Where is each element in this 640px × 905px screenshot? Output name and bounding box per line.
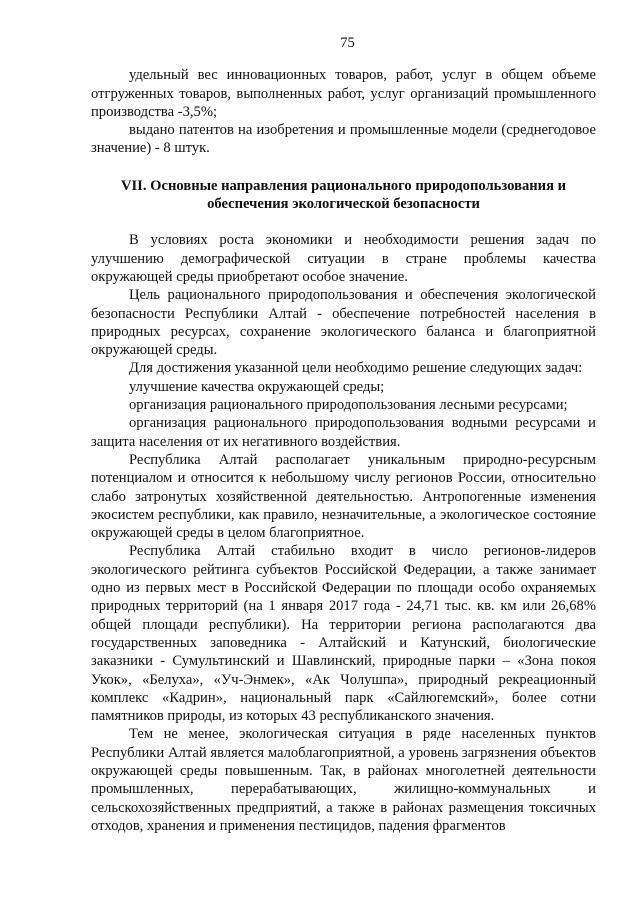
paragraph-ecological-rating: Республика Алтай стабильно входит в число регионов-лидеров экологического рейтинга субъектов Российской Федерации, а также занимает одно из первых мест в Российской Федерации по площади особо охраняемых природных территорий (на 1 января 2017 года - 24,71 тыс. кв. км или 26,68% общей площади республики). На территории региона располагаются два государственных заповедника - Алтайский и Катунский, биологические заказники - Сумультинский и Шавлинский, природные парки – «Зона покоя Укок», «Белуха», «Уч-Энмек», «Ак Чолушпа», природный рекреационный комплекс «Кадрин», национальный парк «Сайлюгемский», более сотни памятников природы, из которых 43 республиканского значения. [91,543,596,725]
document-page [91,34,596,835]
page-number: 75 [340,35,355,51]
paragraph-innovation-share: удельный вес инновационных товаров, работ, услуг в общем объеме отгруженных товаров, выполненных работ, услуг организаций промышленного производства -3,5%; [91,67,596,120]
paragraph-goal: Цель рационального природопользования и обеспечения экологической безопасности Республики Алтай - обеспечение потребностей населения в природных ресурсах, сохранение экологического баланса и благоприятной окружающей среды. [91,287,596,359]
section-heading: VII. Основные направления рационального природопользования и обеспечения экологической безопасности [120,177,567,213]
paragraph-intro: В условиях роста экономики и необходимости решения задач по улучшению демографической ситуации в стране проблемы качества окружающей среды приобретают особое значение. [91,232,596,285]
paragraph-task-forest: организация рационального природопользования лесными ресурсами; [129,397,568,414]
paragraph-task-environment: улучшение качества окружающей среды; [129,378,385,395]
paragraph-task-water: организация рационального природопользования водными ресурсами и защита населения от их негативного воздействия. [91,415,596,450]
paragraph-tasks-lead: Для достижения указанной цели необходимо решение следующих задач: [129,360,583,377]
paragraph-patents: выдано патентов на изобретения и промышленные модели (среднегодовое значение) - 8 штук. [91,122,596,157]
paragraph-pollution: Тем не менее, экологическая ситуация в ряде населенных пунктов Республики Алтай является малоблагоприятной, а уровень загрязнения объектов окружающей среды повышенным. Так, в районах многолетней деятельности промышленных, перерабатывающих, жилищно-коммунальных и сельскохозяйственных предприятий, а также в районах размещения токсичных отходов, хранения и применения пестицидов, падения фрагментов [91,726,596,834]
paragraph-resource-potential: Республика Алтай располагает уникальным природно-ресурсным потенциалом и относится к небольшому числу регионов России, относительно слабо затронутых хозяйственной деятельностью. Антропогенные изменения экосистем республики, как правило, незначительные, а экологическое состояние окружающей среды в целом благоприятное. [91,451,596,542]
